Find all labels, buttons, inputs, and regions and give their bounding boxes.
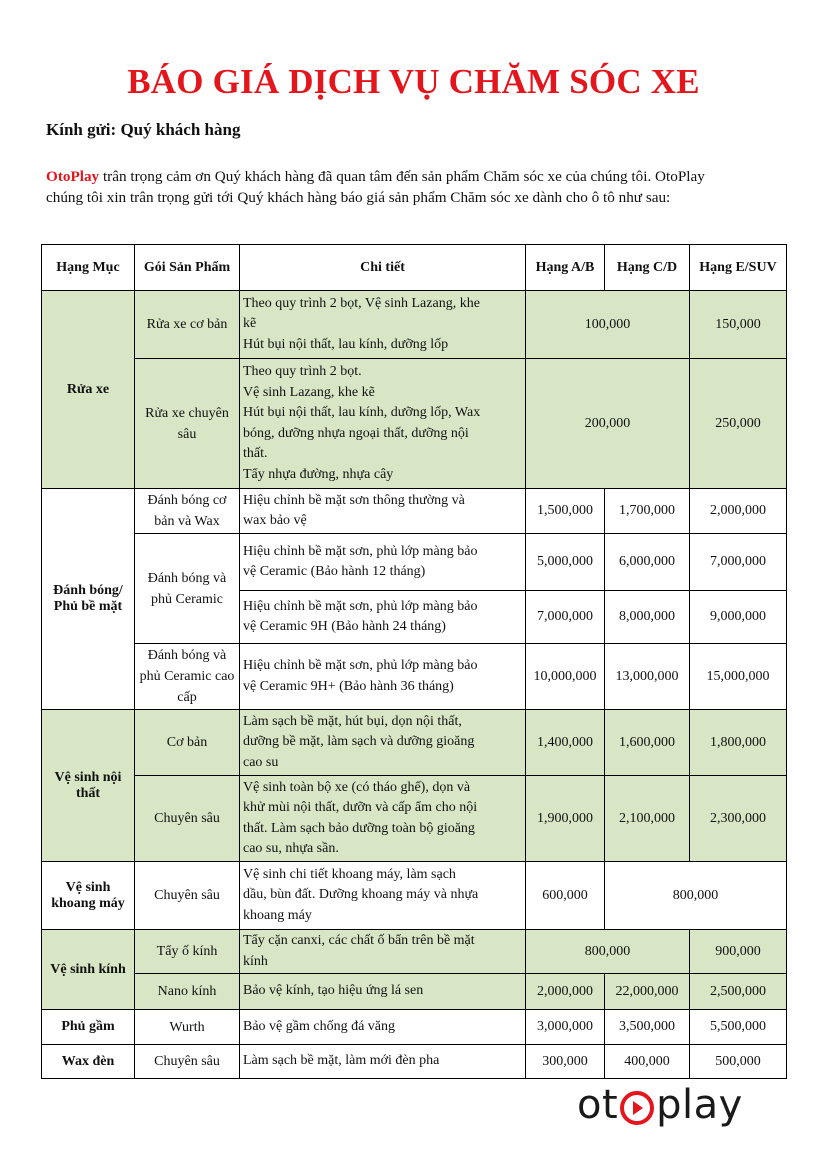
price-cd: 13,000,000 <box>605 644 690 710</box>
detail-line: Tẩy nhựa đường, nhựa cây <box>243 466 394 482</box>
col-header-package: Gói Sản Phẩm <box>135 245 240 291</box>
detail-line: Hút bụi nội thất, lau kính, dưỡng lốp, Wax <box>243 405 481 420</box>
price-ab-cd: 200,000 <box>526 359 690 489</box>
package-cell: Rửa xe cơ bản <box>135 291 240 359</box>
col-header-ab: Hạng A/B <box>526 245 605 291</box>
price-ab: 1,900,000 <box>526 776 605 862</box>
category-cell: Vệ sinh nội thất <box>42 710 135 862</box>
detail-line: Làm sạch bề mặt, hút bụi, dọn nội thất, <box>243 713 462 729</box>
brand-name: OtoPlay <box>46 168 100 185</box>
price-e-suv: 900,000 <box>690 930 787 974</box>
price-e-suv: 2,000,000 <box>690 489 787 534</box>
detail-line: cao su <box>243 754 279 770</box>
detail-cell <box>240 291 526 359</box>
table-row <box>42 534 787 591</box>
detail-line: Hiệu chỉnh bề mặt sơn thông thường và <box>243 492 465 508</box>
logo-text-left: ot <box>577 1082 619 1128</box>
price-e-suv: 2,500,000 <box>690 974 787 1010</box>
detail-cell <box>240 1045 526 1079</box>
price-ab: 3,000,000 <box>526 1010 605 1045</box>
detail-line: Theo quy trình 2 bọt. <box>243 364 362 379</box>
detail-line: dưỡng bề mặt, làm sạch và dưỡng gioăng <box>243 734 475 750</box>
table-row <box>42 930 787 974</box>
price-ab: 7,000,000 <box>526 591 605 644</box>
price-ab: 10,000,000 <box>526 644 605 710</box>
detail-line: cao su, nhựa sần. <box>243 841 339 856</box>
intro-paragraph <box>46 166 786 208</box>
detail-cell <box>240 591 526 644</box>
price-ab: 300,000 <box>526 1045 605 1079</box>
price-ab: 1,500,000 <box>526 489 605 534</box>
detail-line: vệ Ceramic (Bảo hành 12 tháng) <box>243 564 426 579</box>
detail-line: kẽ <box>243 316 257 332</box>
price-cd: 400,000 <box>605 1045 690 1079</box>
detail-line: thất. Làm sạch bảo dưỡng toàn bộ gioăng <box>243 820 475 836</box>
detail-cell <box>240 974 526 1010</box>
table-row <box>42 862 787 930</box>
play-button-icon <box>620 1091 654 1125</box>
otoplay-logo <box>577 1080 743 1130</box>
greeting: Kính gửi: Quý khách hàng <box>46 120 241 139</box>
category-cell: Đánh bóng/ Phủ bề mặt <box>42 489 135 710</box>
col-header-cd: Hạng C/D <box>605 245 690 291</box>
price-cd: 22,000,000 <box>605 974 690 1010</box>
package-cell: Wurth <box>135 1010 240 1045</box>
price-cd: 8,000,000 <box>605 591 690 644</box>
price-e-suv: 1,800,000 <box>690 710 787 776</box>
price-cd: 1,700,000 <box>605 489 690 534</box>
price-e-suv: 5,500,000 <box>690 1010 787 1045</box>
page-title: BÁO GIÁ DỊCH VỤ CHĂM SÓC XE <box>127 62 700 101</box>
detail-cell <box>240 489 526 534</box>
package-cell: Chuyên sâu <box>135 862 240 930</box>
table-row <box>42 710 787 776</box>
detail-line: dầu, bùn đất. Dưỡng khoang máy và nhựa <box>243 887 479 903</box>
detail-line: Tẩy cặn canxi, các chất ố bẩn trên bề mặt <box>243 933 475 948</box>
detail-line: wax bảo vệ <box>243 513 307 528</box>
price-ab-cd: 800,000 <box>526 930 690 974</box>
table-row <box>42 776 787 862</box>
package-cell: Nano kính <box>135 974 240 1010</box>
detail-line: Hiệu chỉnh bề mặt sơn, phủ lớp màng bảo <box>243 658 478 673</box>
price-cd: 3,500,000 <box>605 1010 690 1045</box>
detail-line: Làm sạch bề mặt, làm mới đèn pha <box>243 1053 440 1069</box>
price-cd: 6,000,000 <box>605 534 690 591</box>
category-cell: Vệ sinh kính <box>42 930 135 1010</box>
detail-line: Vệ sinh chi tiết khoang máy, làm sạch <box>243 866 456 882</box>
package-cell: Đánh bóng và phủ Ceramic <box>135 534 240 644</box>
package-cell: Chuyên sâu <box>135 1045 240 1079</box>
table-header-row <box>42 245 787 291</box>
price-cd: 2,100,000 <box>605 776 690 862</box>
detail-cell <box>240 644 526 710</box>
table-row <box>42 291 787 359</box>
price-ab: 5,000,000 <box>526 534 605 591</box>
logo-text-right: play <box>656 1082 743 1128</box>
detail-line: vệ Ceramic 9H+ (Bảo hành 36 tháng) <box>243 678 454 694</box>
detail-line: Theo quy trình 2 bọt, Vệ sinh Lazang, khe <box>243 295 480 311</box>
detail-cell <box>240 1010 526 1045</box>
table-row <box>42 974 787 1010</box>
package-cell: Tẩy ố kính <box>135 930 240 974</box>
package-cell: Cơ bản <box>135 710 240 776</box>
package-cell: Đánh bóng cơ bản và Wax <box>135 489 240 534</box>
package-cell: Đánh bóng và phủ Ceramic cao cấp <box>135 644 240 710</box>
price-table <box>41 244 787 1079</box>
detail-cell <box>240 776 526 862</box>
price-cd-e-suv: 800,000 <box>605 862 787 930</box>
table-row <box>42 489 787 534</box>
col-header-category: Hạng Mục <box>42 245 135 291</box>
col-header-e-suv: Hạng E/SUV <box>690 245 787 291</box>
detail-line: Bảo vệ gầm chống đá văng <box>243 1018 396 1034</box>
category-cell: Phủ gầm <box>42 1010 135 1045</box>
table-row <box>42 644 787 710</box>
table-row <box>42 359 787 489</box>
detail-line: Vệ sinh Lazang, khe kẽ <box>243 384 375 400</box>
price-e-suv: 250,000 <box>690 359 787 489</box>
detail-line: Hút bụi nội thất, lau kính, dưỡng lốp <box>243 336 449 352</box>
detail-line: vệ Ceramic 9H (Bảo hành 24 tháng) <box>243 619 446 634</box>
category-cell: Rửa xe <box>42 291 135 489</box>
intro-line-2: chúng tôi xin trân trọng gửi tới Quý khách hàng báo giá sản phẩm Chăm sóc xe dành cho ô tô như sau: <box>46 189 671 206</box>
package-cell: Rửa xe chuyên sâu <box>135 359 240 489</box>
price-e-suv: 7,000,000 <box>690 534 787 591</box>
price-ab: 2,000,000 <box>526 974 605 1010</box>
detail-cell <box>240 359 526 489</box>
detail-line: Bảo vệ kính, tạo hiệu ứng lá sen <box>243 983 424 999</box>
package-cell: Chuyên sâu <box>135 776 240 862</box>
detail-line: thất. <box>243 446 268 461</box>
price-e-suv: 9,000,000 <box>690 591 787 644</box>
price-e-suv: 15,000,000 <box>690 644 787 710</box>
detail-cell <box>240 534 526 591</box>
price-e-suv: 500,000 <box>690 1045 787 1079</box>
price-e-suv: 2,300,000 <box>690 776 787 862</box>
detail-line: khử mùi nội thất, dưỡn và cấp ẩm cho nội <box>243 800 478 815</box>
table-row <box>42 1010 787 1045</box>
price-ab-cd: 100,000 <box>526 291 690 359</box>
price-e-suv: 150,000 <box>690 291 787 359</box>
detail-cell <box>240 710 526 776</box>
detail-cell <box>240 930 526 974</box>
price-ab: 600,000 <box>526 862 605 930</box>
detail-line: bóng, dưỡng nhựa ngoại thất, dưỡng nội <box>243 425 469 441</box>
detail-line: khoang máy <box>243 907 312 923</box>
table-row <box>42 1045 787 1079</box>
price-ab: 1,400,000 <box>526 710 605 776</box>
detail-line: Vệ sinh toàn bộ xe (có tháo ghế), dọn và <box>243 779 471 795</box>
col-header-detail: Chi tiết <box>240 245 526 291</box>
category-cell: Wax đèn <box>42 1045 135 1079</box>
detail-line: Hiệu chỉnh bề mặt sơn, phủ lớp màng bảo <box>243 543 478 559</box>
intro-line-1: trân trọng cảm ơn Quý khách hàng đã quan tâm đến sản phẩm Chăm sóc xe của chúng tôi. OtoPlay <box>99 168 705 185</box>
price-cd: 1,600,000 <box>605 710 690 776</box>
detail-cell <box>240 862 526 930</box>
category-cell: Vệ sinh khoang máy <box>42 862 135 930</box>
detail-line: kính <box>243 953 268 969</box>
detail-line: Hiệu chỉnh bề mặt sơn, phủ lớp màng bảo <box>243 598 478 614</box>
